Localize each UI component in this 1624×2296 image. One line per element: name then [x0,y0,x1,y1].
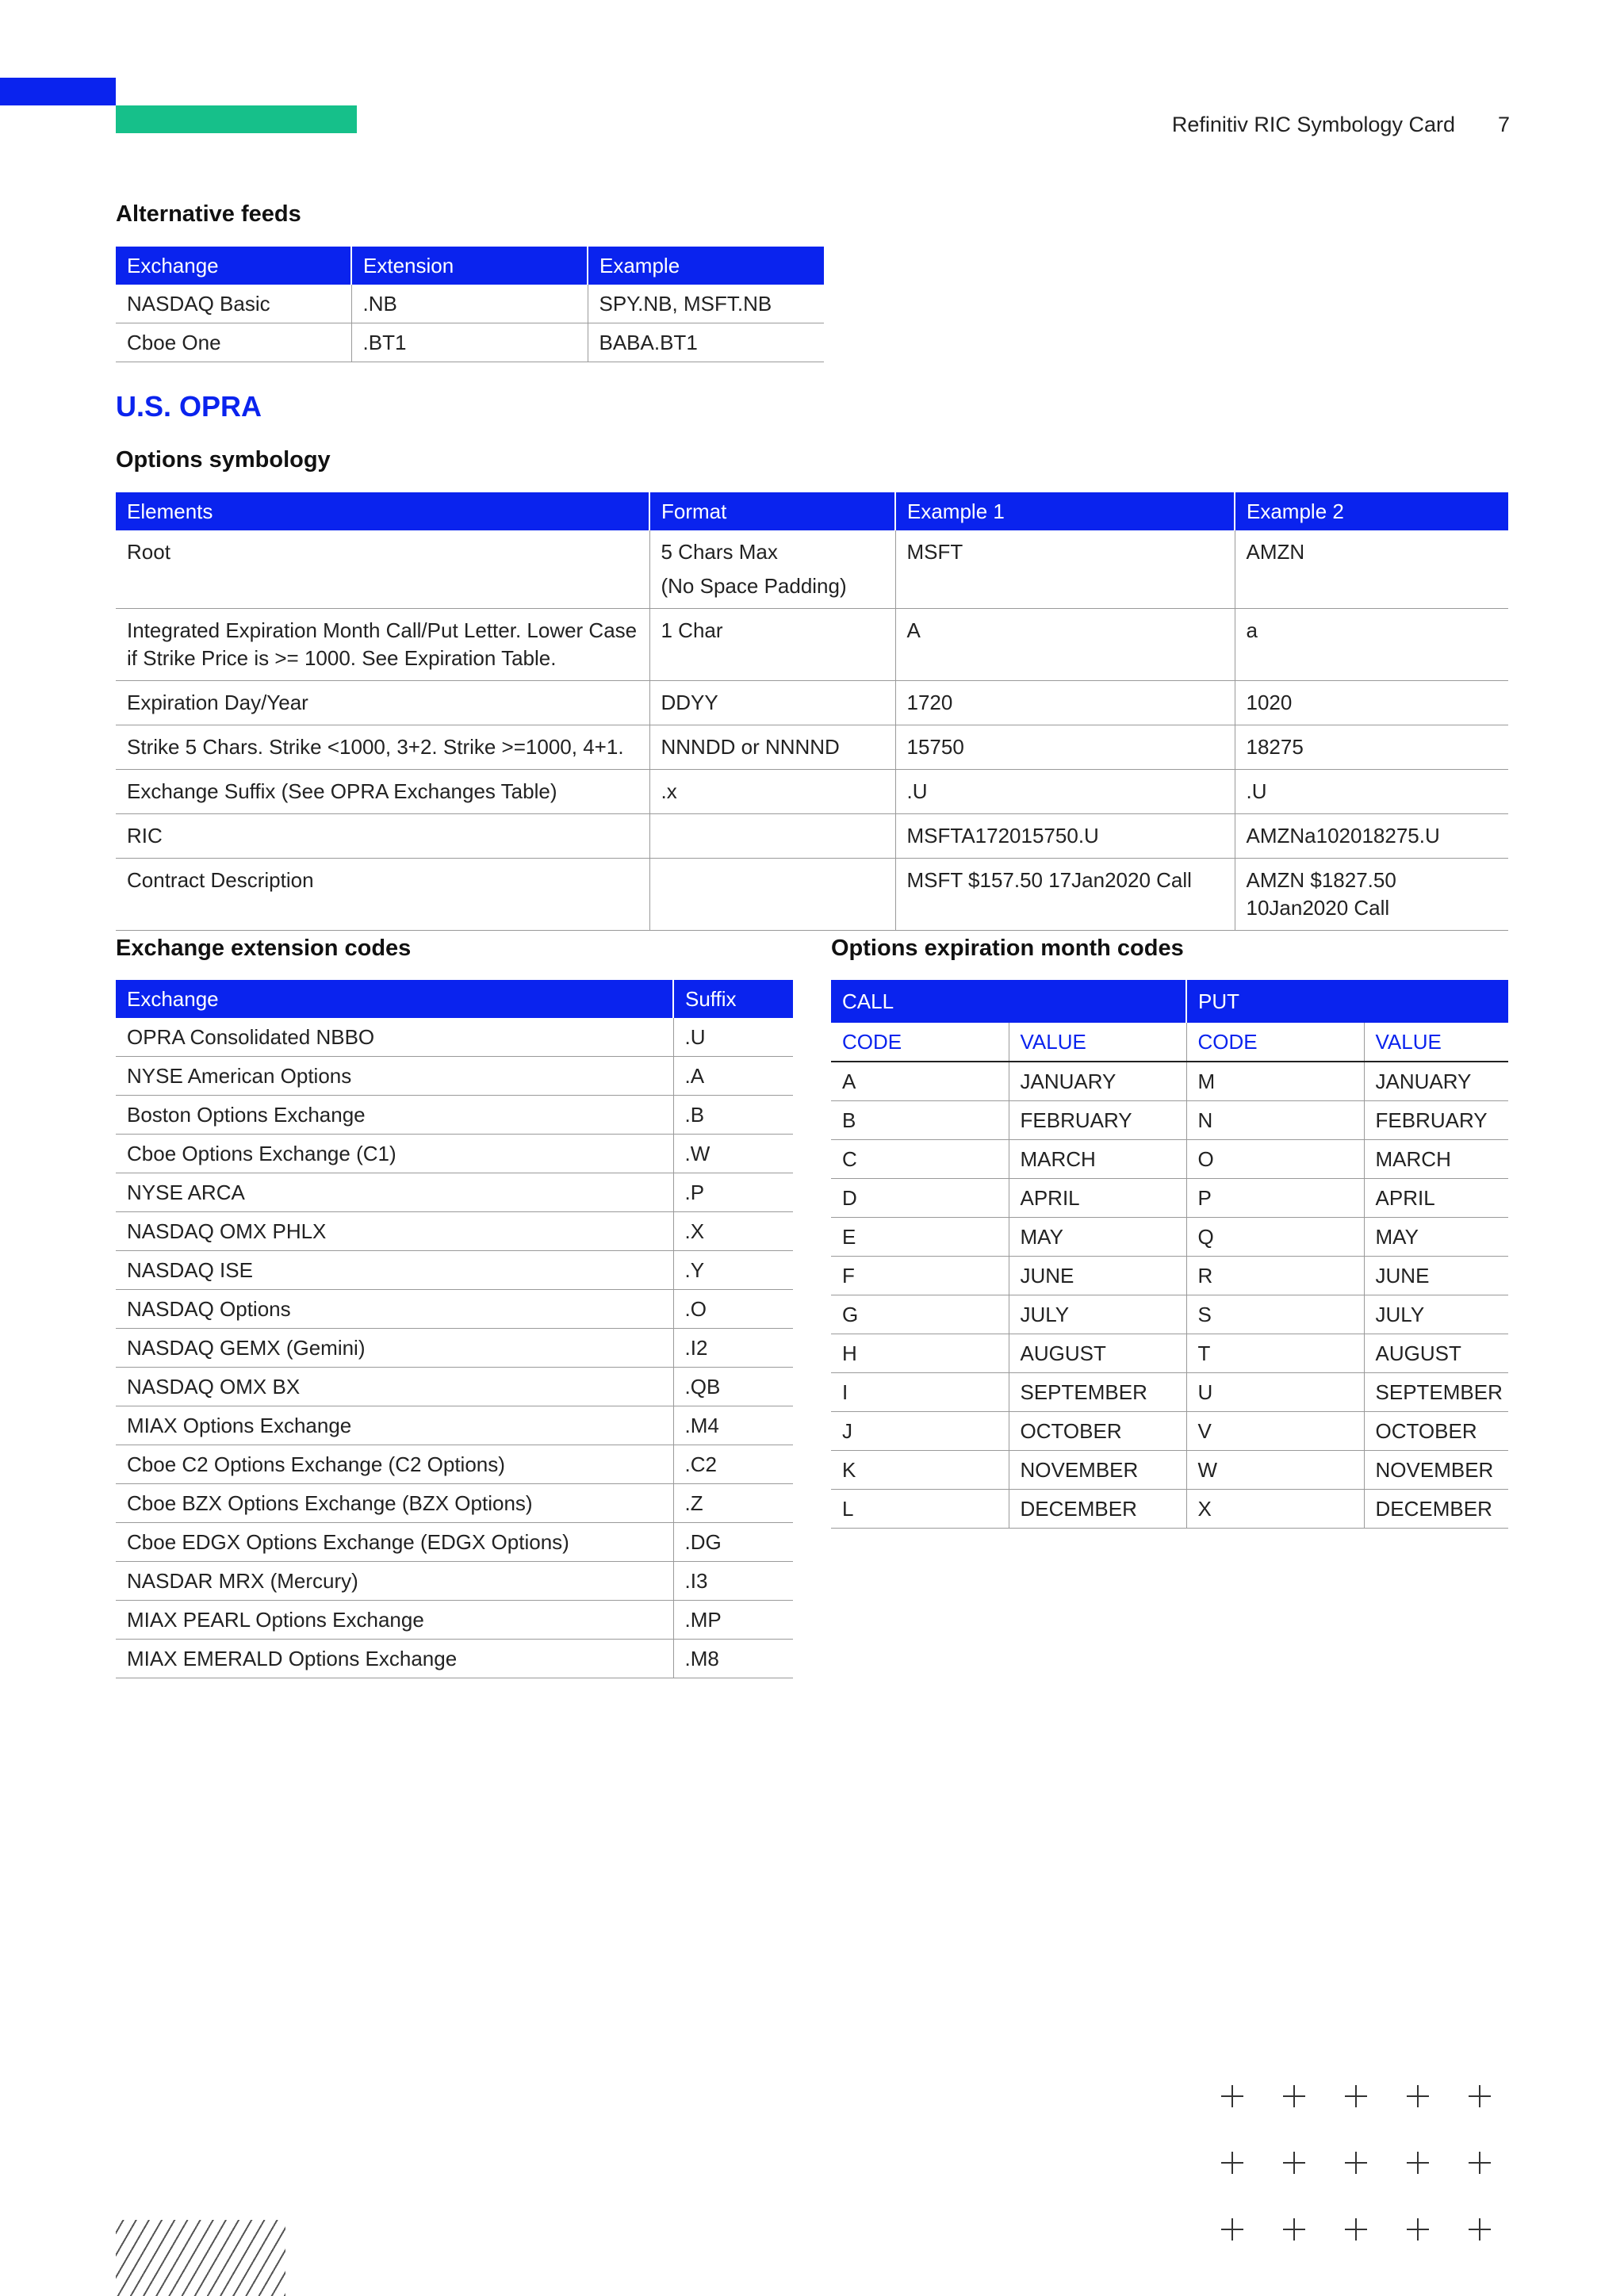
plus-icon [1469,2152,1491,2174]
exchange-cell: Boston Options Exchange [116,1096,673,1135]
put-code-cell: V [1186,1412,1364,1451]
table-row [116,1601,793,1640]
call-value-cell: AUGUST [1009,1334,1186,1373]
suffix-cell: .Z [673,1484,793,1523]
put-value-cell: AUGUST [1364,1334,1508,1373]
put-code-cell: Q [1186,1218,1364,1257]
put-code-cell: T [1186,1334,1364,1373]
call-code-cell: A [831,1062,1009,1101]
table-row [116,1523,793,1562]
month-codes-table [831,980,1508,1529]
column-header: Elements [116,492,649,530]
example2-cell: 18275 [1235,725,1508,770]
put-value-cell: FEBRUARY [1364,1101,1508,1140]
element-cell: Integrated Expiration Month Call/Put Letter. Lower Case if Strike Price is >= 1000. See Expiration Table. [116,609,649,681]
table-row [116,1368,793,1406]
table-row [831,1179,1508,1218]
format-cell [649,770,895,814]
table-row [116,1640,793,1678]
suffix-cell: .B [673,1096,793,1135]
exchange-cell: MIAX Options Exchange [116,1406,673,1445]
example2-cell: a [1235,609,1508,681]
plus-icon [1221,2218,1243,2241]
call-code-cell: H [831,1334,1009,1373]
example2-cell: AMZNa102018275.U [1235,814,1508,859]
table-row [116,770,1508,814]
format-line: DDYY [661,691,718,714]
table-row [116,285,824,323]
put-value-cell: JULY [1364,1295,1508,1334]
put-value-cell: MAY [1364,1218,1508,1257]
element-cell: Exchange Suffix (See OPRA Exchanges Table) [116,770,649,814]
page-header [1172,113,1510,137]
call-code-cell: J [831,1412,1009,1451]
table-row [831,1373,1508,1412]
decor-green-bar [116,105,357,133]
call-value-cell: SEPTEMBER [1009,1373,1186,1412]
element-cell: RIC [116,814,649,859]
put-group-header: PUT [1186,980,1508,1023]
put-value-cell: DECEMBER [1364,1490,1508,1529]
put-value-cell: JANUARY [1364,1062,1508,1101]
example1-cell: 1720 [895,681,1235,725]
table-row [831,1257,1508,1295]
table-row [116,1329,793,1368]
table-row [831,1062,1508,1101]
exchange-cell: Cboe Options Exchange (C1) [116,1135,673,1173]
table-row [116,1135,793,1173]
call-code-cell: G [831,1295,1009,1334]
plus-icon [1407,2085,1429,2107]
exchange-cell: NASDAQ GEMX (Gemini) [116,1329,673,1368]
suffix-cell: .M4 [673,1406,793,1445]
options-symbology-table [116,492,1508,931]
alt-feeds-heading: Alternative feeds [116,201,301,227]
example1-cell: A [895,609,1235,681]
plus-icon [1221,2085,1243,2107]
put-code-cell: S [1186,1295,1364,1334]
exchange-cell: NASDAQ OMX BX [116,1368,673,1406]
alt-feeds-table [116,247,824,362]
table-row [116,1251,793,1290]
put-code-cell: W [1186,1451,1364,1490]
call-group-header: CALL [831,980,1186,1023]
exchange-cell: NASDAQ OMX PHLX [116,1212,673,1251]
suffix-cell: .DG [673,1523,793,1562]
element-cell: Contract Description [116,859,649,931]
element-cell: Strike 5 Chars. Strike <1000, 3+2. Strike >=1000, 4+1. [116,725,649,770]
call-code-cell: L [831,1490,1009,1529]
plus-icon [1221,2152,1243,2174]
table-row [831,1218,1508,1257]
column-header: Example 2 [1235,492,1508,530]
plus-icon [1469,2218,1491,2241]
table-header-row [116,980,793,1018]
call-code-cell: K [831,1451,1009,1490]
table-row [831,1334,1508,1373]
format-line: NNNDD or NNNND [661,735,840,759]
format-line: 1 Char [661,618,723,642]
table-row [116,1173,793,1212]
put-code-cell: M [1186,1062,1364,1101]
format-line: .x [661,779,677,803]
column-header: Format [649,492,895,530]
call-value-cell: OCTOBER [1009,1412,1186,1451]
put-code-cell: R [1186,1257,1364,1295]
call-value-cell: NOVEMBER [1009,1451,1186,1490]
exchange-cell: NASDAR MRX (Mercury) [116,1562,673,1601]
suffix-cell: .W [673,1135,793,1173]
plus-icon [1283,2085,1305,2107]
call-value-cell: JANUARY [1009,1062,1186,1101]
table-row [116,530,1508,609]
suffix-cell: .U [673,1018,793,1057]
section-title-opra: U.S. OPRA [116,390,262,423]
call-value-cell: JULY [1009,1295,1186,1334]
put-value-cell: OCTOBER [1364,1412,1508,1451]
call-value-cell: MARCH [1009,1140,1186,1179]
format-cell [649,609,895,681]
decor-hatch-pattern [116,2220,285,2296]
suffix-cell: .I3 [673,1562,793,1601]
plus-icon [1345,2085,1367,2107]
example-cell: SPY.NB, MSFT.NB [588,285,824,323]
table-header-row [116,247,824,285]
column-header: Exchange [116,247,351,285]
call-code-cell: D [831,1179,1009,1218]
example2-cell: .U [1235,770,1508,814]
table-row [116,681,1508,725]
example2-cell: AMZN [1235,530,1508,609]
table-row [116,1406,793,1445]
extension-cell: .BT1 [351,323,588,362]
table-row [116,1057,793,1096]
put-value-cell: JUNE [1364,1257,1508,1295]
table-row [116,1484,793,1523]
table-row [831,1140,1508,1179]
put-code-cell: P [1186,1179,1364,1218]
decor-plus-grid [1221,2085,1530,2283]
exchange-cell: Cboe One [116,323,351,362]
example2-cell: AMZN $1827.50 10Jan2020 Call [1235,859,1508,931]
example1-cell: .U [895,770,1235,814]
exchange-cell: NYSE ARCA [116,1173,673,1212]
exchange-cell: Cboe EDGX Options Exchange (EDGX Options) [116,1523,673,1562]
exchange-cell: MIAX PEARL Options Exchange [116,1601,673,1640]
exchange-cell: NASDAQ Options [116,1290,673,1329]
column-header: CODE [831,1023,1009,1062]
suffix-cell: .C2 [673,1445,793,1484]
suffix-cell: .Y [673,1251,793,1290]
column-header: Example 1 [895,492,1235,530]
table-row [116,814,1508,859]
example-cell: BABA.BT1 [588,323,824,362]
table-row [831,1295,1508,1334]
table-row [831,1101,1508,1140]
put-value-cell: MARCH [1364,1140,1508,1179]
table-row [116,1290,793,1329]
example2-cell: 1020 [1235,681,1508,725]
format-cell [649,530,895,609]
exchange-cell: NASDAQ ISE [116,1251,673,1290]
column-header: VALUE [1009,1023,1186,1062]
table-row [116,1096,793,1135]
table-row [831,1451,1508,1490]
column-header: VALUE [1364,1023,1508,1062]
format-line: (No Space Padding) [661,574,847,598]
column-header: Exchange [116,980,673,1018]
put-code-cell: N [1186,1101,1364,1140]
decor-blue-bar [0,78,116,105]
table-row [116,725,1508,770]
table-row [116,609,1508,681]
suffix-cell: .P [673,1173,793,1212]
element-cell: Root [116,530,649,609]
call-value-cell: JUNE [1009,1257,1186,1295]
exchange-cell: OPRA Consolidated NBBO [116,1018,673,1057]
call-code-cell: C [831,1140,1009,1179]
call-value-cell: FEBRUARY [1009,1101,1186,1140]
ext-codes-table [116,980,793,1678]
plus-icon [1407,2218,1429,2241]
table-header-row [116,492,1508,530]
call-code-cell: I [831,1373,1009,1412]
column-header: Extension [351,247,588,285]
format-cell [649,725,895,770]
put-code-cell: U [1186,1373,1364,1412]
put-value-cell: NOVEMBER [1364,1451,1508,1490]
table-header-row [831,980,1508,1023]
column-header: CODE [1186,1023,1364,1062]
plus-icon [1407,2152,1429,2174]
element-cell: Expiration Day/Year [116,681,649,725]
table-row [116,1562,793,1601]
plus-icon [1283,2218,1305,2241]
call-value-cell: APRIL [1009,1179,1186,1218]
table-subheader-row [831,1023,1508,1062]
suffix-cell: .O [673,1290,793,1329]
suffix-cell: .M8 [673,1640,793,1678]
suffix-cell: .A [673,1057,793,1096]
call-code-cell: F [831,1257,1009,1295]
suffix-cell: .I2 [673,1329,793,1368]
month-codes-heading: Options expiration month codes [831,936,1184,961]
format-cell [649,681,895,725]
plus-icon [1345,2152,1367,2174]
example1-cell: MSFTA172015750.U [895,814,1235,859]
suffix-cell: .QB [673,1368,793,1406]
table-row [831,1490,1508,1529]
exchange-cell: Cboe C2 Options Exchange (C2 Options) [116,1445,673,1484]
ext-codes-heading: Exchange extension codes [116,936,412,961]
suffix-cell: .MP [673,1601,793,1640]
table-row [116,859,1508,931]
plus-icon [1345,2218,1367,2241]
call-code-cell: E [831,1218,1009,1257]
put-value-cell: SEPTEMBER [1364,1373,1508,1412]
exchange-cell: MIAX EMERALD Options Exchange [116,1640,673,1678]
example1-cell: MSFT $157.50 17Jan2020 Call [895,859,1235,931]
call-code-cell: B [831,1101,1009,1140]
put-code-cell: X [1186,1490,1364,1529]
page-number: 7 [1497,113,1510,136]
document-title: Refinitiv RIC Symbology Card [1171,113,1455,136]
example1-cell: 15750 [895,725,1235,770]
exchange-cell: NASDAQ Basic [116,285,351,323]
put-code-cell: O [1186,1140,1364,1179]
table-row [116,323,824,362]
column-header: Example [588,247,824,285]
format-line: 5 Chars Max [661,540,778,564]
column-header: Suffix [673,980,793,1018]
extension-cell: .NB [351,285,588,323]
call-value-cell: DECEMBER [1009,1490,1186,1529]
table-row [116,1018,793,1057]
table-row [831,1412,1508,1451]
plus-icon [1283,2152,1305,2174]
exchange-cell: NYSE American Options [116,1057,673,1096]
example1-cell: MSFT [895,530,1235,609]
table-row [116,1445,793,1484]
format-cell [649,814,895,859]
put-value-cell: APRIL [1364,1179,1508,1218]
options-symbology-heading: Options symbology [116,447,331,473]
suffix-cell: .X [673,1212,793,1251]
plus-icon [1469,2085,1491,2107]
table-row [116,1212,793,1251]
call-value-cell: MAY [1009,1218,1186,1257]
exchange-cell: Cboe BZX Options Exchange (BZX Options) [116,1484,673,1523]
format-cell [649,859,895,931]
